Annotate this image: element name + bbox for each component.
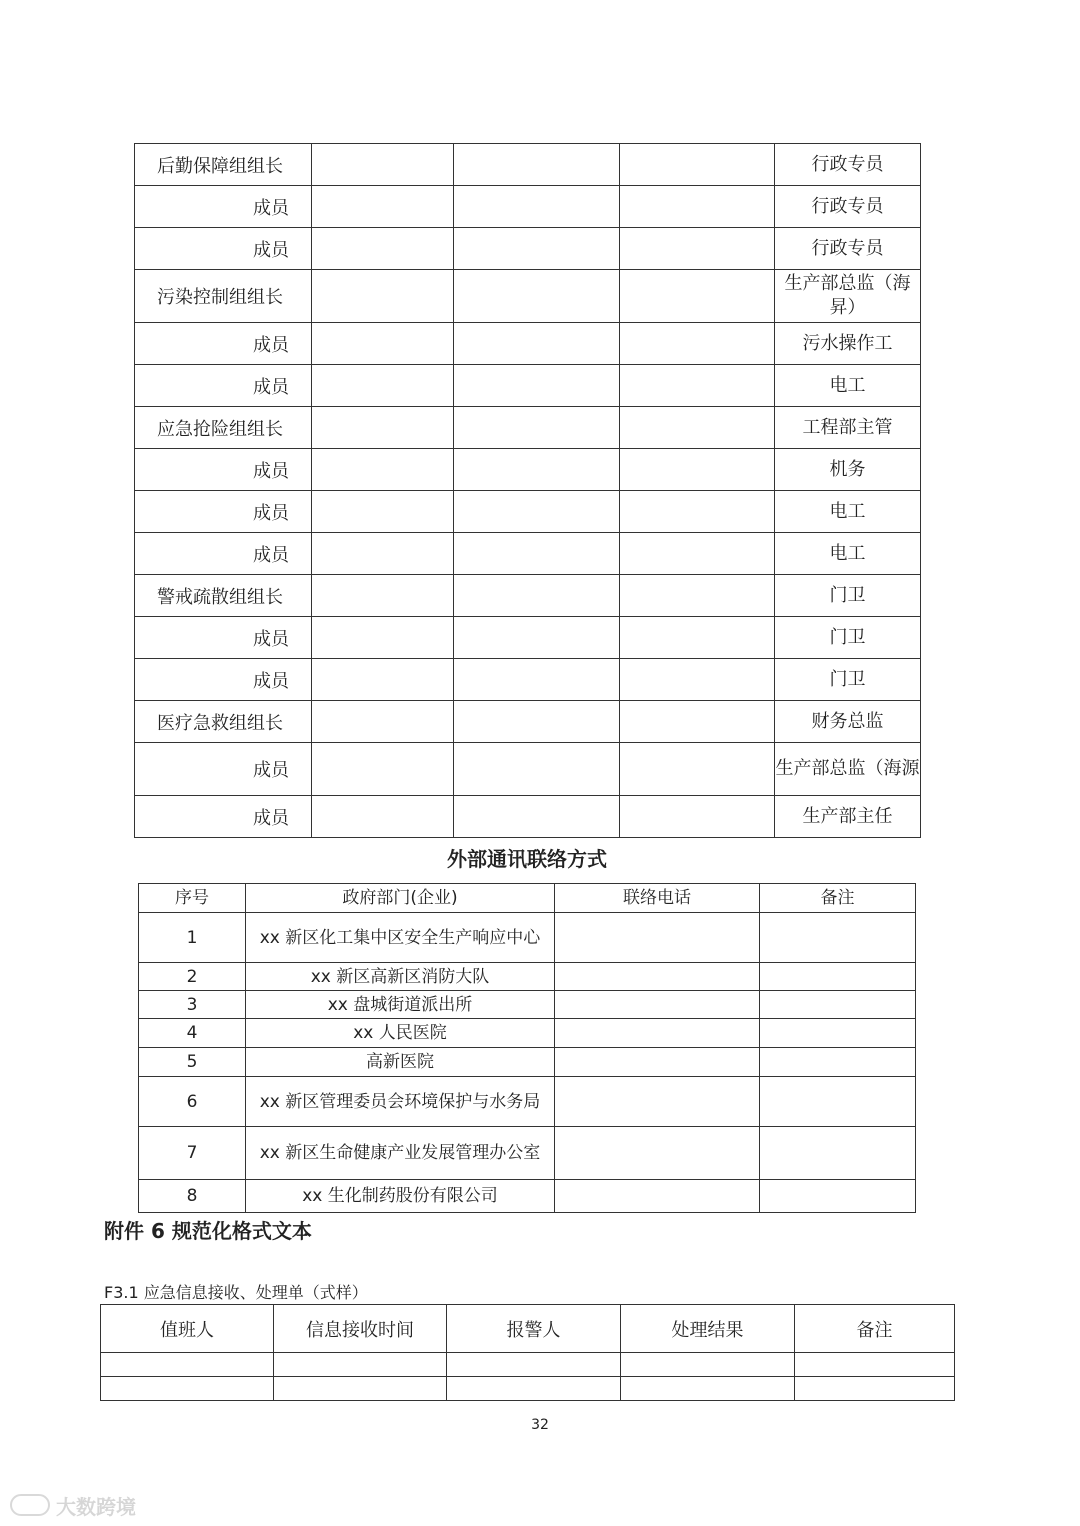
team-position: 行政专员 bbox=[775, 144, 921, 186]
team-role: 污染控制组组长 bbox=[135, 270, 312, 323]
blank-cell bbox=[760, 991, 916, 1019]
team-role: 成员 bbox=[135, 659, 312, 701]
blank-cell bbox=[620, 575, 775, 617]
team-row bbox=[135, 617, 921, 659]
contact-row bbox=[139, 991, 916, 1019]
header-phone: 联络电话 bbox=[555, 884, 760, 913]
watermark bbox=[10, 1490, 136, 1520]
blank-cell bbox=[760, 1019, 916, 1048]
blank-cell bbox=[454, 491, 620, 533]
blank-cell bbox=[312, 796, 454, 838]
form-title: F3.1 应急信息接收、处理单（式样） bbox=[104, 1283, 368, 1302]
header-duty-person: 值班人 bbox=[101, 1305, 274, 1353]
emergency-team-table bbox=[134, 143, 921, 838]
blank-cell bbox=[312, 144, 454, 186]
annex-title: 附件 6 规范化格式文本 bbox=[104, 1219, 312, 1243]
blank-cell bbox=[454, 323, 620, 365]
team-role: 成员 bbox=[135, 617, 312, 659]
blank-cell bbox=[795, 1353, 955, 1377]
team-row bbox=[135, 743, 921, 796]
contact-no: 2 bbox=[139, 963, 246, 991]
blank-cell bbox=[555, 1048, 760, 1077]
blank-cell bbox=[274, 1377, 447, 1401]
contact-no: 7 bbox=[139, 1127, 246, 1180]
header-result: 处理结果 bbox=[621, 1305, 795, 1353]
team-row bbox=[135, 365, 921, 407]
team-row bbox=[135, 659, 921, 701]
team-position: 行政专员 bbox=[775, 228, 921, 270]
team-row bbox=[135, 575, 921, 617]
blank-cell bbox=[274, 1353, 447, 1377]
team-role: 成员 bbox=[135, 228, 312, 270]
blank-cell bbox=[555, 1019, 760, 1048]
team-role: 成员 bbox=[135, 796, 312, 838]
header-org: 政府部门(企业) bbox=[246, 884, 555, 913]
blank-cell bbox=[312, 407, 454, 449]
blank-cell bbox=[312, 533, 454, 575]
blank-cell bbox=[312, 701, 454, 743]
team-role: 成员 bbox=[135, 491, 312, 533]
blank-cell bbox=[555, 963, 760, 991]
team-row bbox=[135, 270, 921, 323]
team-position: 生产部总监（海昇） bbox=[775, 270, 921, 323]
blank-cell bbox=[620, 743, 775, 796]
blank-cell bbox=[620, 533, 775, 575]
team-role: 成员 bbox=[135, 365, 312, 407]
team-role: 成员 bbox=[135, 186, 312, 228]
team-position: 门卫 bbox=[775, 575, 921, 617]
header-remark: 备注 bbox=[795, 1305, 955, 1353]
team-row bbox=[135, 144, 921, 186]
blank-cell bbox=[101, 1353, 274, 1377]
blank-cell bbox=[760, 1048, 916, 1077]
team-role: 医疗急救组组长 bbox=[135, 701, 312, 743]
blank-cell bbox=[760, 1127, 916, 1180]
blank-cell bbox=[454, 575, 620, 617]
team-role: 后勤保障组组长 bbox=[135, 144, 312, 186]
blank-cell bbox=[620, 701, 775, 743]
blank-cell bbox=[447, 1353, 621, 1377]
header-receive-time: 信息接收时间 bbox=[274, 1305, 447, 1353]
contact-row bbox=[139, 963, 916, 991]
contact-org: xx 人民医院 bbox=[246, 1019, 555, 1048]
team-row bbox=[135, 533, 921, 575]
contact-no: 5 bbox=[139, 1048, 246, 1077]
blank-cell bbox=[620, 186, 775, 228]
contact-row bbox=[139, 1180, 916, 1213]
blank-cell bbox=[795, 1377, 955, 1401]
blank-cell bbox=[454, 617, 620, 659]
blank-cell bbox=[555, 991, 760, 1019]
blank-cell bbox=[555, 1077, 760, 1127]
blank-cell bbox=[620, 449, 775, 491]
blank-cell bbox=[760, 1077, 916, 1127]
blank-cell bbox=[312, 365, 454, 407]
info-receipt-form-table bbox=[100, 1304, 955, 1401]
blank-cell bbox=[454, 186, 620, 228]
blank-cell bbox=[620, 407, 775, 449]
team-position: 电工 bbox=[775, 533, 921, 575]
page-number: 32 bbox=[531, 1417, 549, 1433]
blank-cell bbox=[760, 963, 916, 991]
blank-cell bbox=[312, 449, 454, 491]
team-row bbox=[135, 407, 921, 449]
blank-cell bbox=[620, 617, 775, 659]
team-row bbox=[135, 186, 921, 228]
contact-row bbox=[139, 1077, 916, 1127]
team-row bbox=[135, 491, 921, 533]
team-position: 生产部主任 bbox=[775, 796, 921, 838]
contact-no: 1 bbox=[139, 913, 246, 963]
team-role: 成员 bbox=[135, 533, 312, 575]
blank-cell bbox=[620, 365, 775, 407]
header-reporter: 报警人 bbox=[447, 1305, 621, 1353]
team-role: 警戒疏散组组长 bbox=[135, 575, 312, 617]
blank-cell bbox=[312, 270, 454, 323]
team-position: 财务总监 bbox=[775, 701, 921, 743]
blank-cell bbox=[454, 144, 620, 186]
blank-cell bbox=[621, 1377, 795, 1401]
blank-cell bbox=[454, 407, 620, 449]
contact-org: xx 生化制药股份有限公司 bbox=[246, 1180, 555, 1213]
team-position: 电工 bbox=[775, 365, 921, 407]
blank-cell bbox=[454, 743, 620, 796]
blank-cell bbox=[312, 617, 454, 659]
team-position: 污水操作工 bbox=[775, 323, 921, 365]
external-contacts-table bbox=[138, 883, 916, 1213]
team-position: 门卫 bbox=[775, 659, 921, 701]
blank-cell bbox=[454, 228, 620, 270]
contact-no: 3 bbox=[139, 991, 246, 1019]
blank-cell bbox=[620, 270, 775, 323]
contact-no: 8 bbox=[139, 1180, 246, 1213]
form-blank-row bbox=[101, 1377, 955, 1401]
blank-cell bbox=[312, 491, 454, 533]
contact-org: 高新医院 bbox=[246, 1048, 555, 1077]
contact-row bbox=[139, 1127, 916, 1180]
blank-cell bbox=[620, 491, 775, 533]
external-contacts-title: 外部通讯联络方式 bbox=[447, 847, 607, 871]
blank-cell bbox=[620, 144, 775, 186]
header-remark: 备注 bbox=[760, 884, 916, 913]
blank-cell bbox=[312, 323, 454, 365]
blank-cell bbox=[620, 228, 775, 270]
form-blank-row bbox=[101, 1353, 955, 1377]
blank-cell bbox=[312, 186, 454, 228]
team-row bbox=[135, 449, 921, 491]
blank-cell bbox=[454, 659, 620, 701]
blank-cell bbox=[555, 1180, 760, 1213]
contact-org: xx 盘城街道派出所 bbox=[246, 991, 555, 1019]
contact-org: xx 新区生命健康产业发展管理办公室 bbox=[246, 1127, 555, 1180]
blank-cell bbox=[760, 913, 916, 963]
team-row bbox=[135, 323, 921, 365]
blank-cell bbox=[555, 1127, 760, 1180]
team-row bbox=[135, 701, 921, 743]
watermark-logo-icon bbox=[10, 1494, 50, 1516]
blank-cell bbox=[555, 913, 760, 963]
team-position: 电工 bbox=[775, 491, 921, 533]
blank-cell bbox=[312, 228, 454, 270]
team-role: 应急抢险组组长 bbox=[135, 407, 312, 449]
blank-cell bbox=[620, 659, 775, 701]
team-position: 工程部主管 bbox=[775, 407, 921, 449]
contact-row bbox=[139, 1019, 916, 1048]
watermark-text: 大数跨境 bbox=[56, 1494, 136, 1519]
blank-cell bbox=[454, 701, 620, 743]
blank-cell bbox=[620, 796, 775, 838]
contact-row bbox=[139, 1048, 916, 1077]
blank-cell bbox=[312, 659, 454, 701]
team-role: 成员 bbox=[135, 323, 312, 365]
blank-cell bbox=[621, 1353, 795, 1377]
team-position: 门卫 bbox=[775, 617, 921, 659]
team-role: 成员 bbox=[135, 449, 312, 491]
blank-cell bbox=[454, 270, 620, 323]
blank-cell bbox=[312, 575, 454, 617]
team-position: 机务 bbox=[775, 449, 921, 491]
contact-row bbox=[139, 913, 916, 963]
header-no: 序号 bbox=[139, 884, 246, 913]
team-row bbox=[135, 796, 921, 838]
blank-cell bbox=[454, 796, 620, 838]
blank-cell bbox=[620, 323, 775, 365]
blank-cell bbox=[760, 1180, 916, 1213]
team-position: 行政专员 bbox=[775, 186, 921, 228]
contact-org: xx 新区化工集中区安全生产响应中心 bbox=[246, 913, 555, 963]
team-role: 成员 bbox=[135, 743, 312, 796]
contact-org: xx 新区管理委员会环境保护与水务局 bbox=[246, 1077, 555, 1127]
blank-cell bbox=[454, 365, 620, 407]
contact-no: 6 bbox=[139, 1077, 246, 1127]
contact-org: xx 新区高新区消防大队 bbox=[246, 963, 555, 991]
team-position: 生产部总监（海源 bbox=[775, 743, 921, 796]
blank-cell bbox=[312, 743, 454, 796]
blank-cell bbox=[447, 1377, 621, 1401]
blank-cell bbox=[454, 449, 620, 491]
team-row bbox=[135, 228, 921, 270]
blank-cell bbox=[101, 1377, 274, 1401]
contact-no: 4 bbox=[139, 1019, 246, 1048]
blank-cell bbox=[454, 533, 620, 575]
